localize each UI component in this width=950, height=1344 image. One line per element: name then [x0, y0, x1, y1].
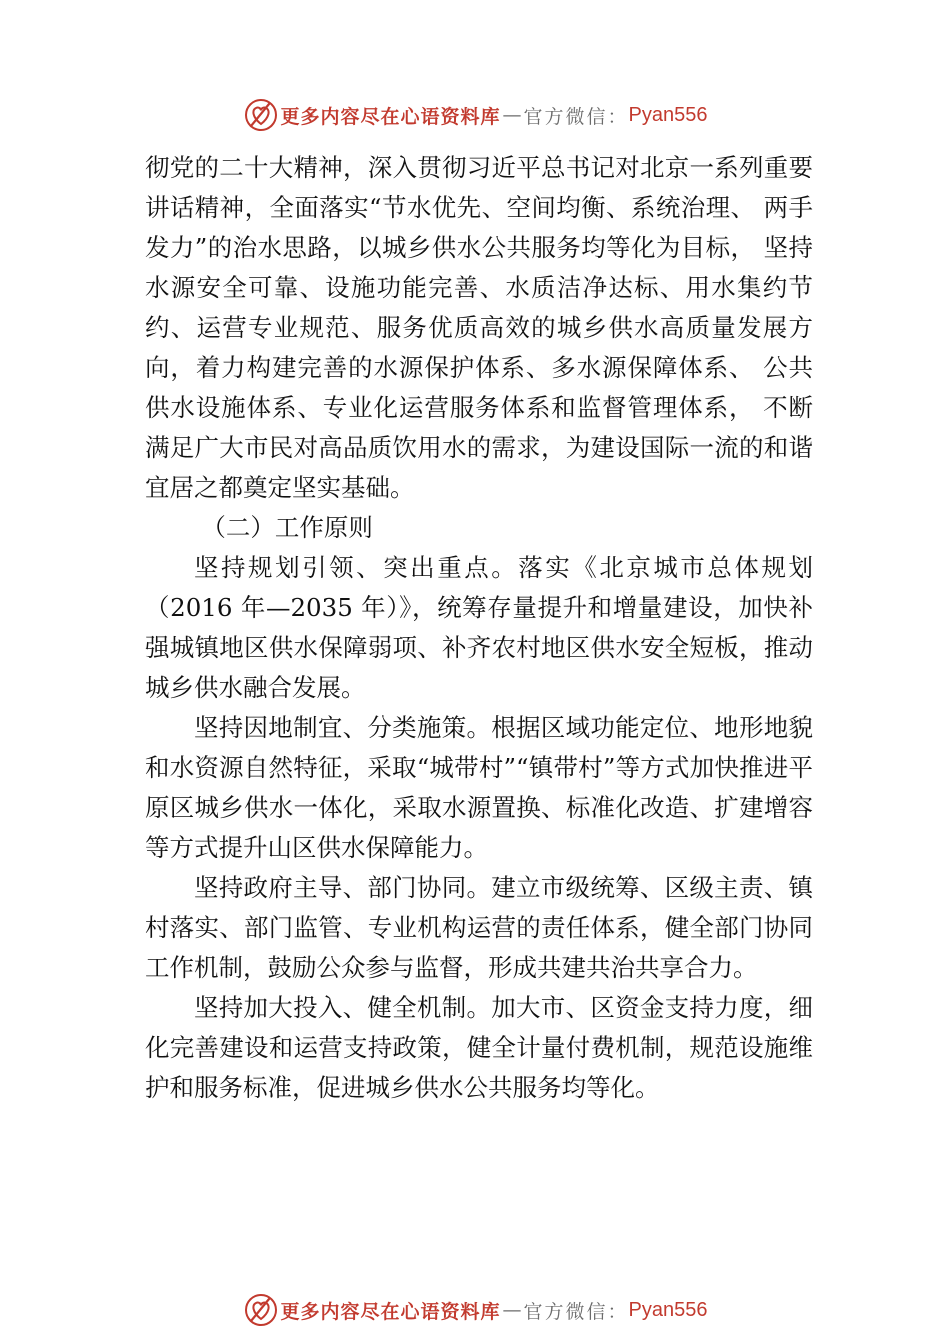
watermark-wechat-id: Pyan556: [628, 103, 708, 126]
paragraph: 坚持加大投入、健全机制。加大市、区资金支持力度，细化完善建设和运营支持政策，健全计量付费机制，规范设施维护和服务标准，促进城乡供水公共服务均等化。: [145, 993, 813, 1102]
paragraph: 坚持因地制宜、分类施策。根据区域功能定位、地形地貌和水资源自然特征，采取“城带村”“镇带村”等方式加快推进平原区城乡供水一体化，采取水源置换、标准化改造、扩建增容等方式提升山区供水保障能力。: [145, 713, 813, 862]
document-body: [145, 148, 813, 1108]
section-heading: （二）工作原则: [201, 513, 373, 542]
watermark-dash: —: [502, 1299, 522, 1321]
paragraph-continuation: 彻党的二十大精神，深入贯彻习近平总书记对北京一系列重要讲话精神，全面落实“节水优先、空间均衡、系统治理、 两手发力”的治水思路，以城乡供水公共服务均等化为目标， 坚持水源安全可靠、设施功能完善、水质洁净达标、用水集约节约、运营专业规范、服务优质高效的城乡供水高质量发展方向，着力构建完善的水源保护体系、多水源保障体系、 公共供水设施体系、专业化运营服务体系和监督管理体系， 不断满足广大市民对高品质饮用水的需求，为建设国际一流的和谐宜居之都奠定坚实基础。: [145, 153, 813, 502]
paragraph: 坚持政府主导、部门协同。建立市级统筹、区级主责、镇村落实、部门监管、专业机构运营的责任体系，健全部门协同工作机制，鼓励公众参与监督，形成共建共治共享合力。: [145, 873, 813, 982]
footer-watermark: [0, 1290, 950, 1330]
watermark-brand: 更多内容尽在心语资料库: [280, 105, 501, 128]
watermark-dash: —: [502, 104, 522, 126]
watermark-wechat-id: Pyan556: [628, 1298, 708, 1321]
watermark-brand: 更多内容尽在心语资料库: [280, 1300, 501, 1323]
heart-pen-logo-icon: [243, 1292, 279, 1328]
heart-pen-logo-icon: [243, 97, 279, 133]
watermark-label: 官方微信：: [523, 105, 629, 128]
watermark-label: 官方微信：: [523, 1300, 629, 1323]
header-watermark: [0, 95, 950, 135]
paragraph: 坚持规划引领、突出重点。落实《北京城市总体规划（2016 年—2035 年）》，统筹存量提升和增量建设，加快补强城镇地区供水保障弱项、补齐农村地区供水安全短板，推动城乡供水融合发展。: [145, 553, 813, 702]
